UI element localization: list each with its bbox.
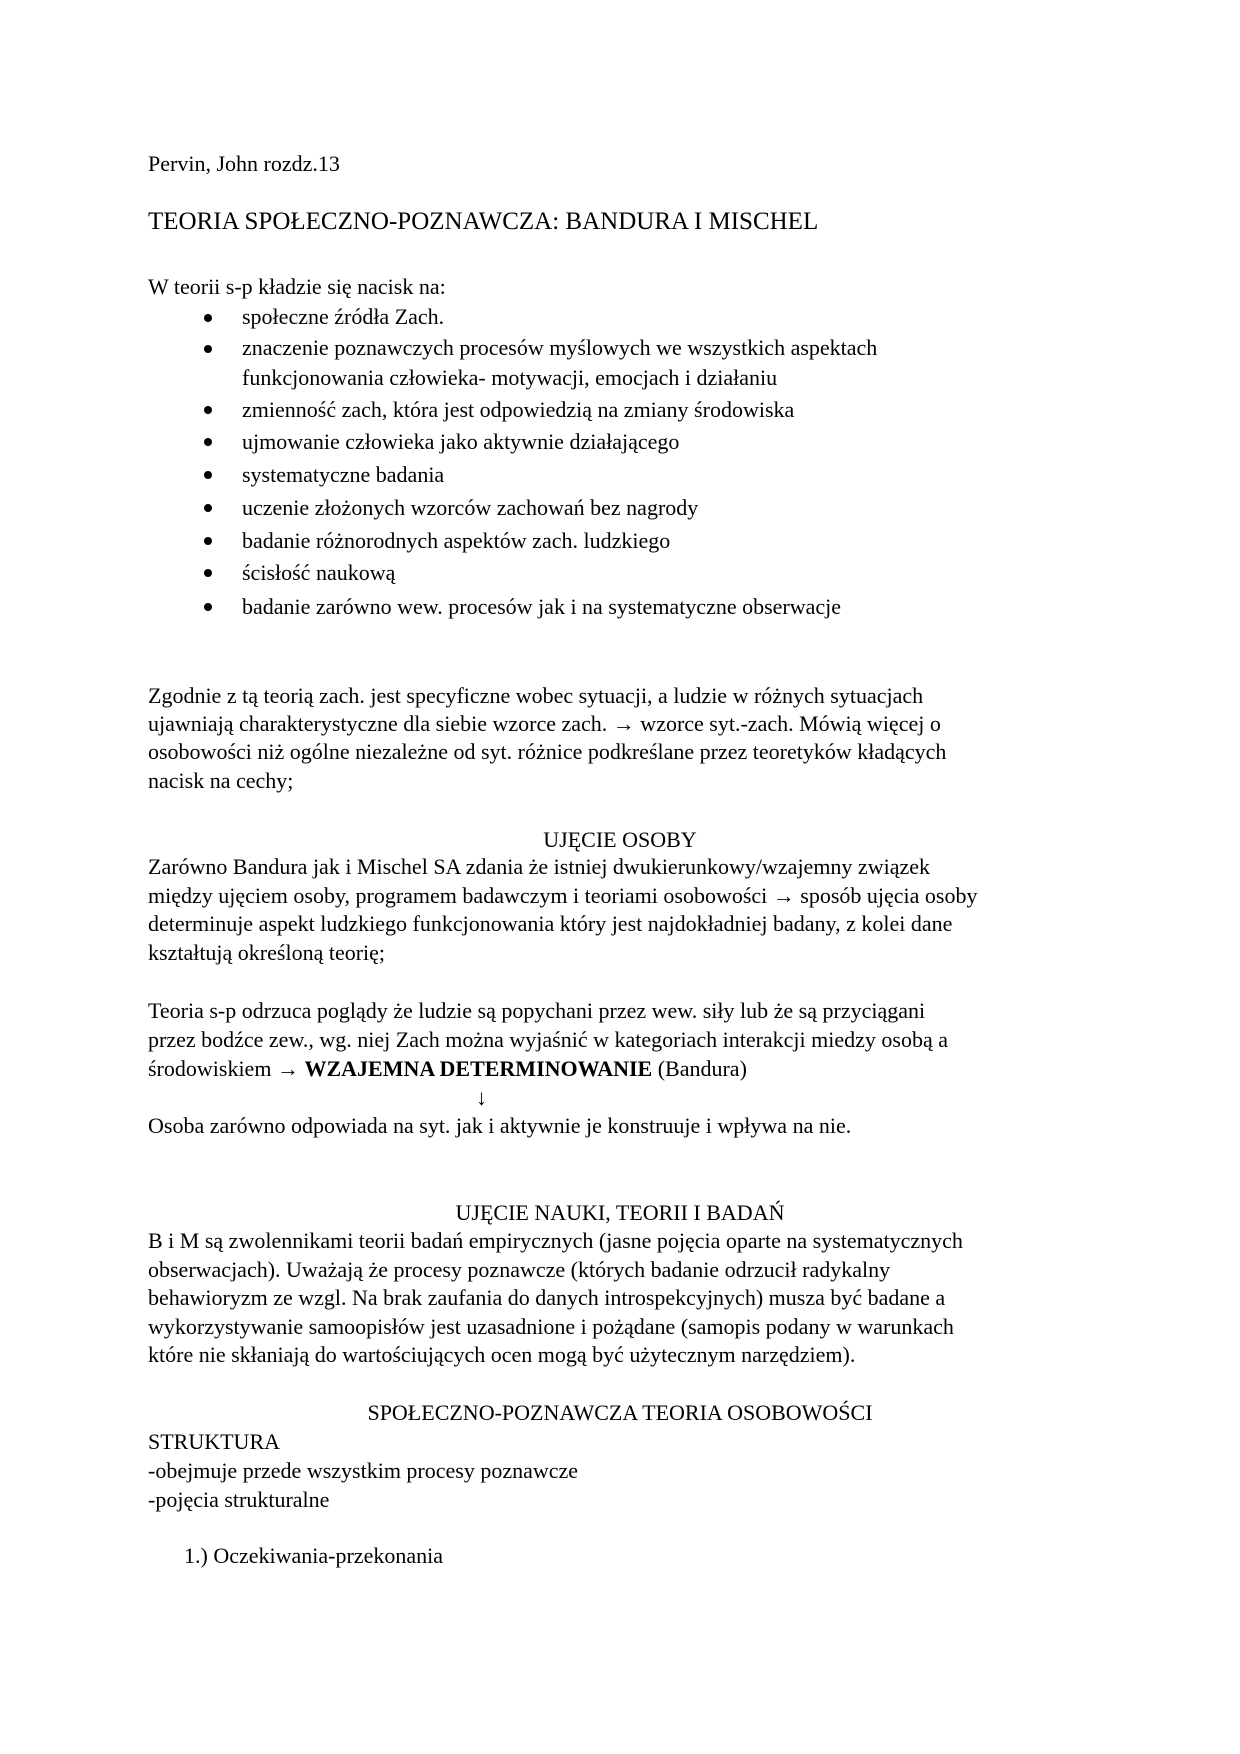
paragraph-line: wykorzystywanie samoopisłów jest uzasadnione i pożądane (samopis podany w warunkach — [148, 1314, 954, 1339]
text-segment: środowiskiem → — [148, 1056, 305, 1081]
bullet-icon — [204, 569, 212, 577]
numbered-item: 1.) Oczekiwania-przekonania — [184, 1543, 443, 1568]
bullet-icon — [204, 603, 212, 611]
paragraph-line: determinuje aspekt ludzkiego funkcjonowania który jest najdokładniej badany, z kolei dane — [148, 911, 953, 936]
paragraph-line: Zgodnie z tą teorią zach. jest specyficzne wobec sytuacji, a ludzie w różnych sytuacjach — [148, 683, 924, 708]
paragraph-line-emphasis — [148, 1055, 747, 1083]
paragraph-line: ujawniają charakterystyczne dla siebie wzorce zach. → wzorce syt.-zach. Mówią więcej o — [148, 711, 941, 736]
document-title: TEORIA SPOŁECZNO-POZNAWCZA: BANDURA I MISCHEL — [148, 208, 819, 235]
bullet-icon — [204, 504, 212, 512]
intro-lead: W teorii s-p kładzie się nacisk na: — [148, 274, 446, 299]
paragraph-line: Zarówno Bandura jak i Mischel SA zdania że istniej dwukierunkowy/wzajemny związek — [148, 854, 930, 879]
paragraph-line: B i M są zwolennikami teorii badań empirycznych (jasne pojęcia oparte na systematycznych — [148, 1228, 963, 1253]
paragraph-line: osobowości niż ogólne niezależne od syt. różnice podkreślane przez teoretyków kładących — [148, 739, 947, 764]
list-item: ścisłość naukową — [242, 560, 396, 585]
paragraph-line: -pojęcia strukturalne — [148, 1487, 330, 1512]
list-item: znaczenie poznawczych procesów myślowych we wszystkich aspektach — [242, 335, 878, 360]
section-heading-theory: SPOŁECZNO-POZNAWCZA TEORIA OSOBOWOŚCI — [367, 1400, 873, 1425]
bullet-icon — [204, 345, 212, 353]
list-item-continuation: funkcjonowania człowieka- motywacji, emocjach i działaniu — [242, 365, 778, 390]
bullet-icon — [204, 438, 212, 446]
paragraph-line: behawioryzm ze wzgl. Na brak zaufania do danych introspekcyjnych) musza być badane a — [148, 1285, 946, 1310]
bullet-icon — [204, 537, 212, 545]
paragraph-line: Osoba zarówno odpowiada na syt. jak i aktywnie je konstruuje i wpływa na nie. — [148, 1113, 852, 1138]
list-item: społeczne źródła Zach. — [242, 304, 445, 329]
paragraph-line: nacisk na cechy; — [148, 768, 294, 793]
section-heading-person: UJĘCIE OSOBY — [543, 827, 697, 852]
subheading-structure: STRUKTURA — [148, 1429, 281, 1454]
paragraph-line: między ujęciem osoby, programem badawczym i teoriami osobowości → sposób ujęcia osoby — [148, 883, 978, 908]
list-item: badanie zarówno wew. procesów jak i na systematyczne obserwacje — [242, 594, 842, 619]
paragraph-line: kształtują określoną teorię; — [148, 940, 386, 965]
list-item: zmienność zach, która jest odpowiedzią na zmiany środowiska — [242, 397, 795, 422]
list-item: badanie różnorodnych aspektów zach. ludzkiego — [242, 528, 671, 553]
source-reference: Pervin, John rozdz.13 — [148, 151, 340, 176]
paragraph-line: Teoria s-p odrzuca poglądy że ludzie są popychani przez wew. siły lub że są przyciągani — [148, 998, 926, 1023]
list-item: uczenie złożonych wzorców zachowań bez nagrody — [242, 495, 699, 520]
bullet-icon — [204, 314, 212, 322]
paragraph-line: przez bodźce zew., wg. niej Zach można wyjaśnić w kategoriach interakcji miedzy osobą a — [148, 1027, 949, 1052]
text-segment: (Bandura) — [652, 1056, 747, 1081]
bullet-icon — [204, 471, 212, 479]
bold-term: WZAJEMNA DETERMINOWANIE — [304, 1056, 653, 1081]
paragraph-line: -obejmuje przede wszystkim procesy poznawcze — [148, 1458, 579, 1483]
bullet-icon — [204, 406, 212, 414]
list-item: systematyczne badania — [242, 462, 445, 487]
list-item: ujmowanie człowieka jako aktywnie działającego — [242, 429, 680, 454]
section-heading-science: UJĘCIE NAUKI, TEORII I BADAŃ — [455, 1200, 785, 1225]
paragraph-line: które nie skłaniają do wartościujących ocen mogą być użytecznym narzędziem). — [148, 1342, 856, 1367]
paragraph-line: obserwacjach). Uważają że procesy poznawcze (których badanie odrzucił radykalny — [148, 1257, 891, 1282]
down-arrow: ↓ — [476, 1085, 487, 1110]
